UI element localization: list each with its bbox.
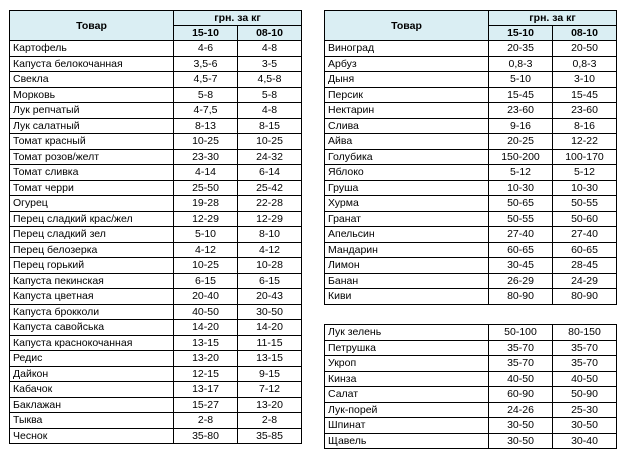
price-date1-cell: 20-40: [174, 289, 238, 305]
price-date1-cell: 35-70: [489, 356, 553, 372]
table-row: [10, 273, 302, 289]
price-date2-cell: 24-29: [553, 273, 617, 289]
price-date2-cell: 15-45: [553, 87, 617, 103]
price-date1-cell: 10-25: [174, 258, 238, 274]
table-row: [10, 304, 302, 320]
table-row: [325, 149, 617, 165]
price-date1-cell: 13-17: [174, 382, 238, 398]
price-date1-cell: 20-35: [489, 41, 553, 57]
price-date2-cell: 14-20: [238, 320, 302, 336]
price-date2-cell: 30-50: [238, 304, 302, 320]
product-header: Товар: [10, 11, 174, 41]
price-date1-cell: 6-15: [174, 273, 238, 289]
product-name-cell: Кабачок: [10, 382, 174, 398]
price-date1-cell: 80-90: [489, 289, 553, 305]
price-date1-cell: 4-6: [174, 41, 238, 57]
product-name-cell: Перец белозерка: [10, 242, 174, 258]
product-name-cell: Шпинат: [325, 418, 489, 434]
price-date1-cell: 50-65: [489, 196, 553, 212]
product-name-cell: Лук салатный: [10, 118, 174, 134]
price-date1-cell: 40-50: [489, 371, 553, 387]
product-name-cell: Щавель: [325, 433, 489, 449]
price-date2-cell: 50-90: [553, 387, 617, 403]
product-name-cell: Томат сливка: [10, 165, 174, 181]
table-row: [325, 56, 617, 72]
product-name-cell: Банан: [325, 273, 489, 289]
product-name-cell: Перец горький: [10, 258, 174, 274]
product-name-cell: Дыня: [325, 72, 489, 88]
product-name-cell: Чеснок: [10, 428, 174, 444]
product-name-cell: Лимон: [325, 258, 489, 274]
price-date1-cell: 13-20: [174, 351, 238, 367]
product-name-cell: Слива: [325, 118, 489, 134]
product-name-cell: Лук-порей: [325, 402, 489, 418]
price-date2-cell: 4-12: [238, 242, 302, 258]
price-date2-cell: 13-15: [238, 351, 302, 367]
product-name-cell: Морковь: [10, 87, 174, 103]
price-date2-cell: 25-42: [238, 180, 302, 196]
price-date2-cell: 35-70: [553, 356, 617, 372]
price-date1-cell: 30-45: [489, 258, 553, 274]
price-date1-cell: 10-25: [174, 134, 238, 150]
table-row: [10, 428, 302, 444]
product-name-cell: Груша: [325, 180, 489, 196]
product-name-cell: Мандарин: [325, 242, 489, 258]
price-date1-cell: 35-70: [489, 340, 553, 356]
price-date2-cell: 3-10: [553, 72, 617, 88]
product-name-cell: Виноград: [325, 41, 489, 57]
price-date2-cell: 30-50: [553, 418, 617, 434]
price-date1-cell: 8-13: [174, 118, 238, 134]
product-name-cell: Киви: [325, 289, 489, 305]
price-date2-cell: 22-28: [238, 196, 302, 212]
price-date2-cell: 40-50: [553, 371, 617, 387]
product-name-cell: Кинза: [325, 371, 489, 387]
price-date2-cell: 5-12: [553, 165, 617, 181]
price-date1-cell: 50-55: [489, 211, 553, 227]
table-row: [325, 289, 617, 305]
product-name-cell: Томат красный: [10, 134, 174, 150]
table-row: [10, 180, 302, 196]
product-name-cell: Капуста пекинская: [10, 273, 174, 289]
table-row: [10, 351, 302, 367]
product-name-cell: Лук зелень: [325, 325, 489, 341]
table-row: [10, 320, 302, 336]
price-date1-cell: 35-80: [174, 428, 238, 444]
price-date2-cell: 35-70: [553, 340, 617, 356]
table-row: [325, 103, 617, 119]
table-row: [325, 165, 617, 181]
price-date2-cell: 13-20: [238, 397, 302, 413]
price-date2-cell: 2-8: [238, 413, 302, 429]
table-row: [325, 180, 617, 196]
price-unit-header: грн. за кг: [174, 11, 302, 26]
table-row: [10, 289, 302, 305]
product-name-cell: Арбуз: [325, 56, 489, 72]
table-row: [325, 41, 617, 57]
price-date1-cell: 13-15: [174, 335, 238, 351]
date2-header: 08-10: [238, 26, 302, 41]
price-date2-cell: 10-28: [238, 258, 302, 274]
product-name-cell: Свекла: [10, 72, 174, 88]
product-name-cell: Дайкон: [10, 366, 174, 382]
price-date2-cell: 24-32: [238, 149, 302, 165]
table-row: [325, 258, 617, 274]
table-row: [325, 387, 617, 403]
price-date2-cell: 80-150: [553, 325, 617, 341]
price-date2-cell: 10-30: [553, 180, 617, 196]
table-row: [10, 258, 302, 274]
table-row: [10, 211, 302, 227]
price-date1-cell: 3,5-6: [174, 56, 238, 72]
price-date1-cell: 15-27: [174, 397, 238, 413]
price-date2-cell: 5-8: [238, 87, 302, 103]
table-row: [10, 413, 302, 429]
product-name-cell: Капуста белокочанная: [10, 56, 174, 72]
product-name-cell: Апельсин: [325, 227, 489, 243]
product-name-cell: Томат розов/желт: [10, 149, 174, 165]
price-date1-cell: 5-10: [489, 72, 553, 88]
price-date1-cell: 25-50: [174, 180, 238, 196]
table-row: [10, 242, 302, 258]
price-date2-cell: 11-15: [238, 335, 302, 351]
product-name-cell: Нектарин: [325, 103, 489, 119]
table-row: [325, 196, 617, 212]
product-name-cell: Огурец: [10, 196, 174, 212]
price-date2-cell: 4-8: [238, 41, 302, 57]
price-date2-cell: 23-60: [553, 103, 617, 119]
product-name-cell: Капуста брокколи: [10, 304, 174, 320]
price-date2-cell: 12-22: [553, 134, 617, 150]
price-date2-cell: 50-60: [553, 211, 617, 227]
date2-header: 08-10: [553, 26, 617, 41]
product-name-cell: Капуста савойська: [10, 320, 174, 336]
product-name-cell: Перец сладкий зел: [10, 227, 174, 243]
product-name-cell: Персик: [325, 87, 489, 103]
table-row: [325, 242, 617, 258]
product-name-cell: Айва: [325, 134, 489, 150]
date1-header: 15-10: [174, 26, 238, 41]
price-unit-header: грн. за кг: [489, 11, 617, 26]
product-name-cell: Капуста цветная: [10, 289, 174, 305]
table-row: [10, 41, 302, 57]
table-row: [10, 397, 302, 413]
price-date2-cell: 28-45: [553, 258, 617, 274]
price-date1-cell: 10-30: [489, 180, 553, 196]
price-date1-cell: 4-7,5: [174, 103, 238, 119]
product-name-cell: Петрушка: [325, 340, 489, 356]
price-date1-cell: 23-30: [174, 149, 238, 165]
price-date2-cell: 8-15: [238, 118, 302, 134]
price-date2-cell: 60-65: [553, 242, 617, 258]
price-date2-cell: 20-50: [553, 41, 617, 57]
price-date1-cell: 9-16: [489, 118, 553, 134]
price-date1-cell: 60-65: [489, 242, 553, 258]
price-date1-cell: 24-26: [489, 402, 553, 418]
price-date2-cell: 35-85: [238, 428, 302, 444]
price-date1-cell: 4,5-7: [174, 72, 238, 88]
price-date1-cell: 4-14: [174, 165, 238, 181]
product-header: Товар: [325, 11, 489, 41]
table-row: [10, 72, 302, 88]
table-row: [325, 211, 617, 227]
table-row: [325, 402, 617, 418]
price-date2-cell: 0,8-3: [553, 56, 617, 72]
table-row: [325, 273, 617, 289]
table-row: [10, 56, 302, 72]
table-row: [10, 366, 302, 382]
price-date2-cell: 10-25: [238, 134, 302, 150]
price-date1-cell: 14-20: [174, 320, 238, 336]
price-date1-cell: 15-45: [489, 87, 553, 103]
table-row: [10, 134, 302, 150]
table-row: [325, 356, 617, 372]
price-date2-cell: 50-55: [553, 196, 617, 212]
price-date2-cell: 9-15: [238, 366, 302, 382]
product-name-cell: Голубика: [325, 149, 489, 165]
table-row: [325, 433, 617, 449]
price-date2-cell: 20-43: [238, 289, 302, 305]
table-row: [325, 87, 617, 103]
price-date1-cell: 12-29: [174, 211, 238, 227]
table-row: [325, 418, 617, 434]
price-date2-cell: 6-14: [238, 165, 302, 181]
price-date2-cell: 4-8: [238, 103, 302, 119]
table-row: [10, 335, 302, 351]
table-row: [10, 149, 302, 165]
price-date2-cell: 100-170: [553, 149, 617, 165]
price-date2-cell: 8-10: [238, 227, 302, 243]
product-name-cell: Баклажан: [10, 397, 174, 413]
vegetables-price-table: [9, 10, 302, 444]
product-name-cell: Картофель: [10, 41, 174, 57]
price-date2-cell: 4,5-8: [238, 72, 302, 88]
table-row: [10, 196, 302, 212]
price-date1-cell: 27-40: [489, 227, 553, 243]
price-date2-cell: 80-90: [553, 289, 617, 305]
product-name-cell: Яблоко: [325, 165, 489, 181]
price-date2-cell: 12-29: [238, 211, 302, 227]
table-row: [325, 134, 617, 150]
table-row: [325, 325, 617, 341]
product-name-cell: Тыква: [10, 413, 174, 429]
price-date1-cell: 12-15: [174, 366, 238, 382]
price-date2-cell: 3-5: [238, 56, 302, 72]
table-row: [325, 72, 617, 88]
price-date1-cell: 23-60: [489, 103, 553, 119]
price-date2-cell: 30-40: [553, 433, 617, 449]
fruits-price-table: [324, 10, 617, 305]
price-date1-cell: 26-29: [489, 273, 553, 289]
table-row: [325, 371, 617, 387]
table-row: [10, 103, 302, 119]
table-row: [10, 118, 302, 134]
product-name-cell: Томат черри: [10, 180, 174, 196]
date1-header: 15-10: [489, 26, 553, 41]
price-date1-cell: 19-28: [174, 196, 238, 212]
table-row: [325, 118, 617, 134]
price-date2-cell: 7-12: [238, 382, 302, 398]
price-date1-cell: 30-50: [489, 433, 553, 449]
product-name-cell: Хурма: [325, 196, 489, 212]
price-date1-cell: 2-8: [174, 413, 238, 429]
price-date1-cell: 20-25: [489, 134, 553, 150]
product-name-cell: Лук репчатый: [10, 103, 174, 119]
price-date1-cell: 50-100: [489, 325, 553, 341]
table-row: [10, 382, 302, 398]
price-date2-cell: 8-16: [553, 118, 617, 134]
price-date1-cell: 5-10: [174, 227, 238, 243]
price-date1-cell: 40-50: [174, 304, 238, 320]
price-date1-cell: 30-50: [489, 418, 553, 434]
product-name-cell: Укроп: [325, 356, 489, 372]
price-date1-cell: 0,8-3: [489, 56, 553, 72]
table-row: [10, 227, 302, 243]
price-date1-cell: 5-8: [174, 87, 238, 103]
price-date2-cell: 6-15: [238, 273, 302, 289]
price-date1-cell: 4-12: [174, 242, 238, 258]
price-date1-cell: 60-90: [489, 387, 553, 403]
greens-price-table: [324, 324, 617, 449]
table-row: [325, 227, 617, 243]
price-date1-cell: 150-200: [489, 149, 553, 165]
product-name-cell: Гранат: [325, 211, 489, 227]
price-date2-cell: 25-30: [553, 402, 617, 418]
product-name-cell: Редис: [10, 351, 174, 367]
price-date2-cell: 27-40: [553, 227, 617, 243]
product-name-cell: Капуста краснокочанная: [10, 335, 174, 351]
table-row: [325, 340, 617, 356]
price-date1-cell: 5-12: [489, 165, 553, 181]
product-name-cell: Салат: [325, 387, 489, 403]
product-name-cell: Перец сладкий крас/жел: [10, 211, 174, 227]
table-row: [10, 165, 302, 181]
table-row: [10, 87, 302, 103]
